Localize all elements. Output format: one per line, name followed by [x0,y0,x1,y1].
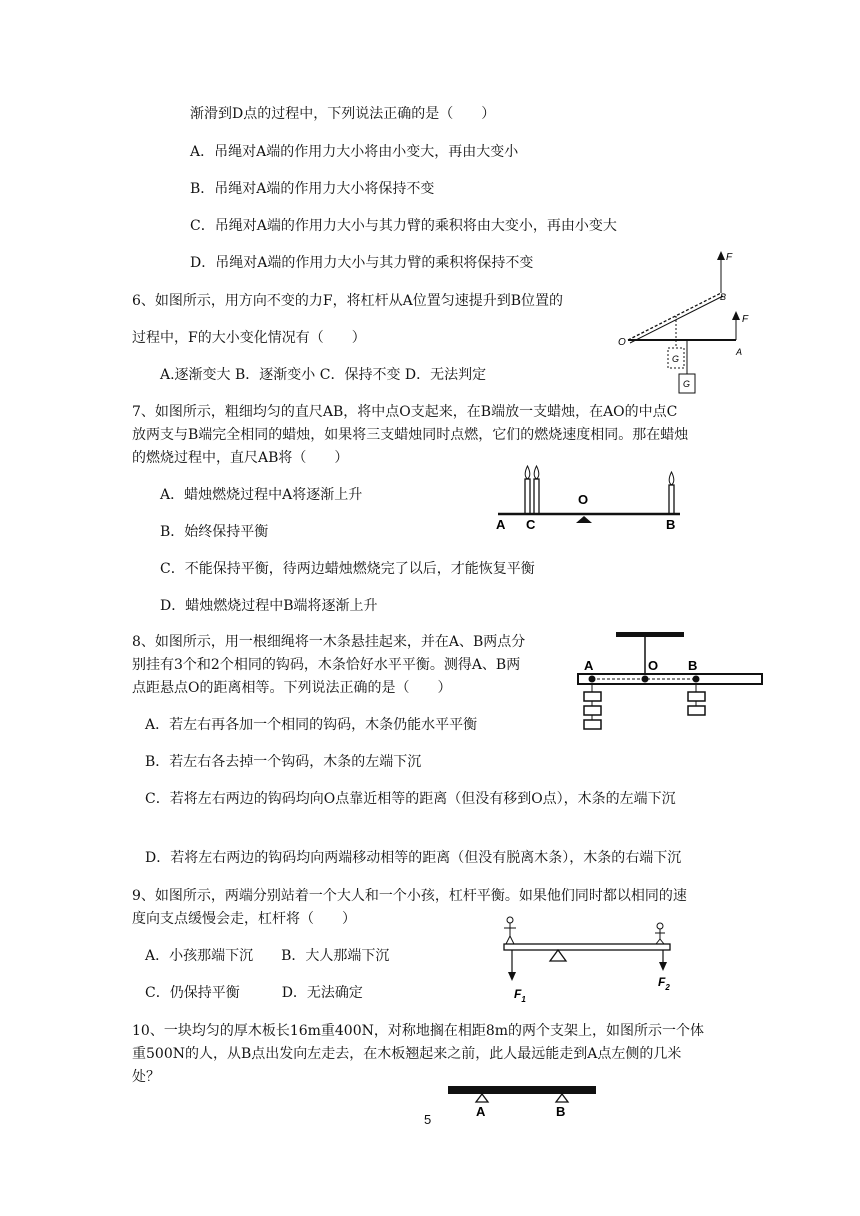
q7-option-d: D．蜡烛燃烧过程中B端将逐渐上升 [160,598,378,614]
q5-option-b: B．吊绳对A端的作用力大小将保持不变 [190,181,435,197]
q6-label-o: O [618,337,626,348]
q10-stem-line1: 10、一块均匀的厚木板长16m重400N，对称地搁在相距8m的两个支架上，如图所示一个体 [132,1023,705,1039]
q7-stem-line2: 放两支与B端完全相同的蜡烛，如果将三支蜡烛同时点燃，它们的燃烧速度相同。那在蜡烛 [132,427,689,443]
q8-option-c: C．若将左右两边的钩码均向O点靠近相等的距离（但没有移到O点），木条的左端下沉 [145,791,676,807]
q8-option-d: D．若将左右两边的钩码均向两端移动相等的距离（但没有脱离木条），木条的右端下沉 [145,850,682,866]
q8-label-a: A [584,658,594,673]
q7-stem-line1: 7、如图所示，粗细均匀的直尺AB，将中点O支起来，在B端放一支蜡烛，在AO的中点C [132,404,678,420]
q7-option-c: C．不能保持平衡，待两边蜡烛燃烧完了以后，才能恢复平衡 [160,561,535,577]
q10-label-b: B [556,1104,566,1119]
q6-stem-line2: 过程中，F的大小变化情况有（ ） [132,330,366,346]
q10-label-a: A [476,1104,486,1119]
q7-label-o: O [578,492,589,507]
q5-option-c: C．吊绳对A端的作用力大小与其力臂的乘积将由大变小，再由小变大 [190,218,617,234]
q9-seesaw-figure [498,914,678,1006]
q10-plank-figure [444,1080,600,1124]
q7-option-b: B．始终保持平衡 [160,524,269,540]
q7-stem-line3: 的燃烧过程中，直尺AB将（ ） [132,450,349,466]
q9-stem-line2: 度向支点缓慢会走，杠杆将（ ） [132,911,356,927]
q7-label-b: B [666,517,676,532]
q10-stem-line3: 处？ [132,1069,160,1085]
q8-hanging-bar-figure [572,626,768,740]
q9-label-f1 [514,987,526,1004]
q7-option-a: A．蜡烛燃烧过程中A将逐渐上升 [160,487,363,503]
q6-options: A.逐渐变大 B．逐渐变小 C．保持不变 D．无法判定 [160,367,487,383]
q6-label-a: A [736,347,743,357]
q8-stem-line1: 8、如图所示，用一根细绳将一木条悬挂起来，并在A、B两点分 [132,634,526,650]
q8-label-o: O [648,658,659,673]
q9-f1-letter: F [514,987,522,1001]
q5-stem-continued: 渐滑到D点的过程中，下列说法正确的是（ ） [190,106,496,122]
q8-option-b: B．若左右各去掉一个钩码，木条的左端下沉 [145,754,422,770]
q8-stem-line2: 别挂有3个和2个相同的钩码，木条恰好水平平衡。测得A、B两 [132,657,521,673]
q9-f1-subscript: 1 [521,995,526,1004]
q9-label-f2 [658,975,670,992]
q9-stem-line1: 9、如图所示，两端分别站着一个大人和一个小孩，杠杆平衡。如果他们同时都以相同的速 [132,888,687,904]
q9-f2-subscript: 2 [665,983,670,992]
q6-lever-figure [618,248,764,398]
q5-option-a: A．吊绳对A端的作用力大小将由小变大，再由大变小 [190,144,519,160]
q6-label-g-solid: G [683,379,691,389]
q8-stem-line3: 点距悬点O的距离相等。下列说法正确的是（ ） [132,680,452,696]
q6-label-b: B [720,292,727,302]
q6-label-g-dashed: G [672,354,680,364]
q9-f2-letter: F [658,975,666,989]
q10-stem-line2: 重500N的人，从B点出发向左走去，在木板翘起来之前，此人最远能走到A点左侧的几米 [132,1046,682,1062]
q7-label-a: A [496,517,506,532]
q8-label-b: B [688,658,698,673]
q6-stem-line1: 6、如图所示，用方向不变的力F，将杠杆从A位置匀速提升到B位置的 [132,293,564,309]
q5-option-d: D．吊绳对A端的作用力大小与其力臂的乘积将保持不变 [190,255,534,271]
q8-option-a: A．若左右再各加一个相同的钩码，木条仍能水平平衡 [145,717,478,733]
q6-label-f-top: F [726,252,733,263]
page-number: 5 [424,1112,432,1127]
q7-ruler-figure [492,462,692,532]
q9-options-ab: A．小孩那端下沉 B．大人那端下沉 [145,948,390,964]
q9-options-cd: C．仍保持平衡 D．无法确定 [145,985,363,1001]
q7-label-c: C [526,517,536,532]
q6-label-f-right: F [742,314,749,325]
